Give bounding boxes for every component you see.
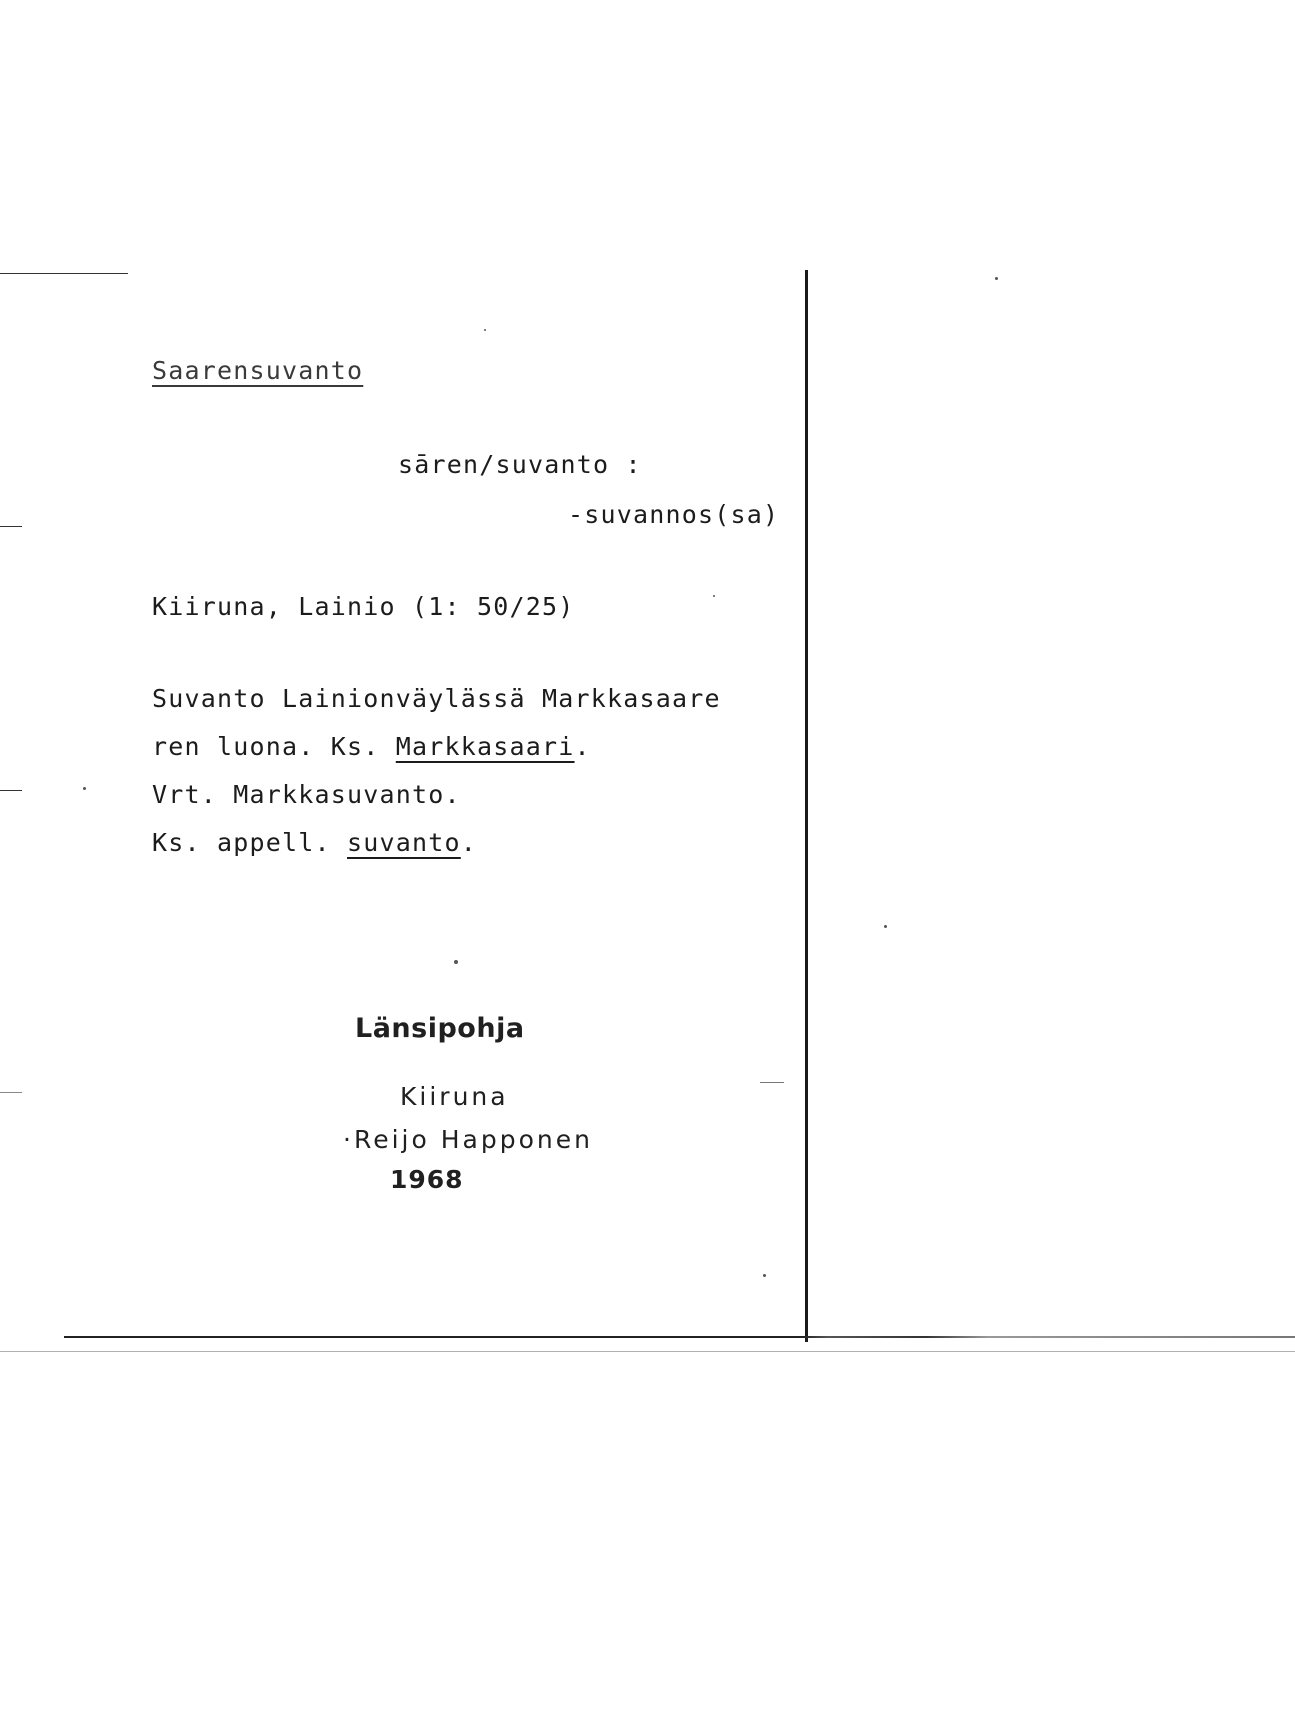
scan-speck bbox=[760, 1082, 784, 1083]
margin-tick bbox=[0, 526, 22, 527]
margin-tick bbox=[0, 273, 128, 274]
stamp-collector: ·Reijo Happonen bbox=[343, 1125, 593, 1154]
pronunciation-line-2: -suvannos(sa) bbox=[568, 500, 780, 529]
description-line-4 bbox=[152, 828, 477, 857]
scan-speck bbox=[995, 277, 998, 280]
description-line-2 bbox=[152, 732, 591, 761]
pronunciation-line-1: sāren/suvanto : bbox=[398, 450, 642, 479]
margin-tick bbox=[0, 790, 22, 791]
cross-reference-markkasaari: Markkasaari bbox=[395, 732, 575, 761]
stamp-parish: Kiiruna bbox=[400, 1082, 509, 1111]
scan-speck bbox=[713, 595, 715, 597]
margin-tick bbox=[0, 1092, 22, 1093]
description-line-4-prefix: Ks. appell. bbox=[152, 828, 348, 857]
description-line-4-suffix: . bbox=[460, 828, 478, 857]
stamp-year: 1968 bbox=[390, 1165, 464, 1194]
card-right-border bbox=[805, 270, 808, 1342]
description-line-2-suffix: . bbox=[574, 732, 591, 761]
scan-shadow-line bbox=[0, 1351, 1295, 1352]
description-line-1: Suvanto Lainionväylässä Markkasaare bbox=[152, 684, 721, 713]
scan-speck bbox=[484, 329, 486, 331]
scan-speck bbox=[884, 925, 887, 928]
description-line-3: Vrt. Markkasuvanto. bbox=[152, 780, 461, 809]
cross-reference-suvanto: suvanto bbox=[347, 828, 461, 857]
scan-speck bbox=[454, 960, 458, 964]
scan-speck bbox=[83, 787, 86, 790]
stamp-region: Länsipohja bbox=[355, 1013, 525, 1044]
scan-speck bbox=[763, 1274, 766, 1277]
headword: Saarensuvanto bbox=[152, 356, 364, 385]
description-line-2-prefix: ren luona. Ks. bbox=[152, 732, 396, 761]
card-bottom-edge bbox=[64, 1336, 1295, 1338]
source-reference: Kiiruna, Lainio (1: 50/25) bbox=[152, 592, 575, 621]
